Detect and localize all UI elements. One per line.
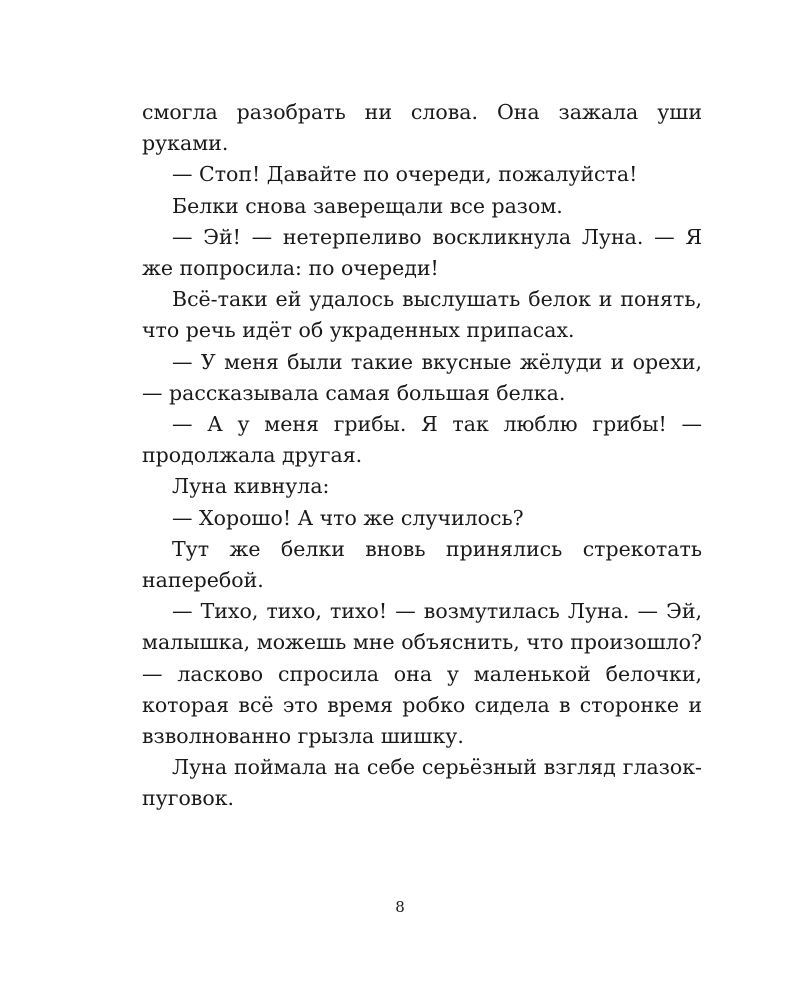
paragraph-9: — Хорошо! А что же случилось? bbox=[172, 505, 524, 530]
paragraph-12: Луна поймала на себе серьёзный взгляд глазок-пуговок. bbox=[142, 755, 702, 811]
page-number: 8 bbox=[395, 898, 405, 916]
paragraph-3: Белки снова заверещали все разом. bbox=[172, 193, 563, 218]
paragraph-4: — Эй! — нетерпеливо воскликнула Луна. — Я же попросила: по очереди! bbox=[142, 224, 702, 281]
paragraph-11: — Тихо, тихо, тихо! — возмутилась Луна. — Эй, малышка, можешь мне объяснить, что произошло? — ласково спросила она у маленькой белочки, которая всё это время робко сидела в сторонке и взволнованно грызла шишку. bbox=[142, 599, 702, 749]
paragraph-10: Тут же белки вновь принялись стрекотать наперебой. bbox=[142, 536, 702, 593]
paragraph-5: Всё-таки ей удалось выслушать белок и понять, что речь идёт об украденных припасах. bbox=[142, 287, 702, 343]
paragraph-8: Луна кивнула: bbox=[172, 474, 330, 499]
paragraph-2: — Стоп! Давайте по очереди, пожалуйста! bbox=[172, 162, 638, 187]
paragraph-6: — У меня были такие вкусные жёлуди и орехи, — рассказывала самая большая белка. bbox=[142, 349, 702, 405]
paragraph-7: — А у меня грибы. Я так люблю грибы! — продолжала другая. bbox=[142, 412, 702, 468]
body-text bbox=[142, 97, 702, 815]
paragraph-1: смогла разобрать ни слова. Она зажала уши руками. bbox=[142, 100, 702, 156]
